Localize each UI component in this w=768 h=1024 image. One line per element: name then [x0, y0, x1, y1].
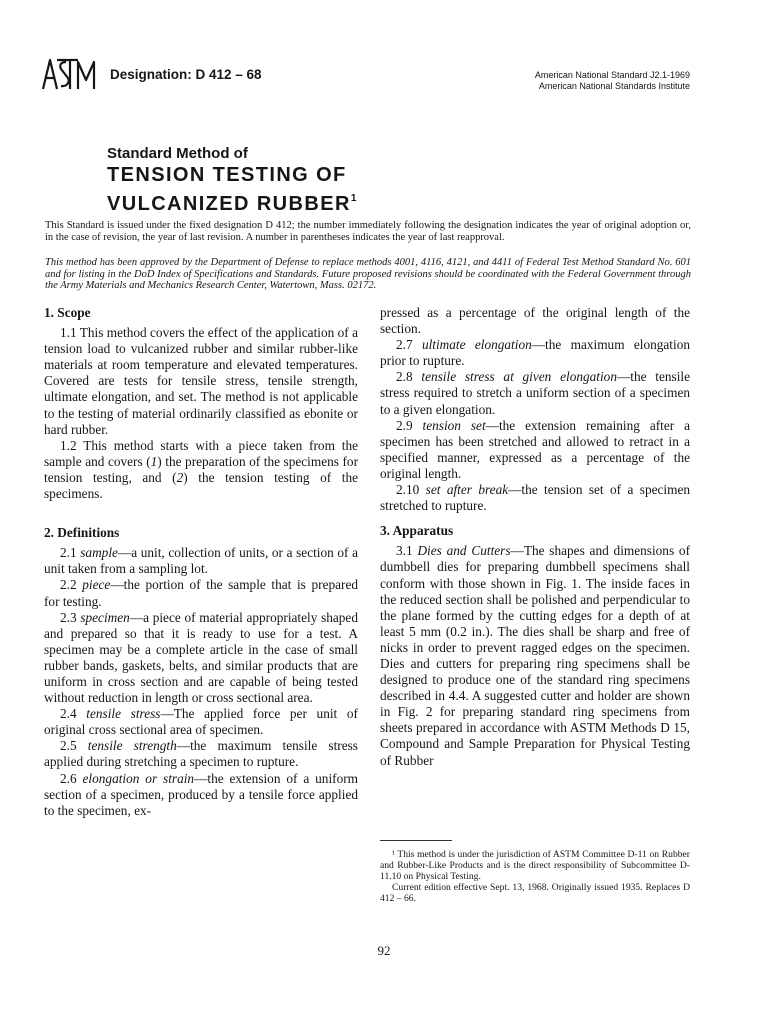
ansi-standard-line-2: American National Standards Institute	[538, 81, 690, 91]
title-line-2: VULCANIZED RUBBER$^1$	[107, 193, 357, 215]
apparatus-3-1: 3.1 Dies and Cutters—The shapes and dimensions of dumbbell dies for preparing dumbbell specimens shall conform with those shown in Fig. 1. The inside faces in the reduced section shall be polished and perpendicular to the plane formed by the cutting edges for a depth of at least 5 mm (0.2 in.). The dies shall be sharp and free of nicks in order to prevent ragged edges on the specimen. Dies and cutters for preparing ring specimens shall be designed to produce one of the standard ring specimens described in 4.4. A suggested cutter and holder are shown in Fig. 2 for preparing standard ring specimens from sheets prepared in accordance with ASTM Methods D 15, Compound and Sample Preparation for Physical Testing of Rubber	[380, 543, 691, 768]
footnote-1: ¹ This method is under the jurisdiction of ASTM Committee D-11 on Rubber and Rubber-Like Products and is the direct responsibility of Subcommittee D-11.10 on Physical Testing.	[380, 849, 690, 882]
document-title	[107, 163, 356, 216]
section-heading-scope: 1. Scope	[44, 305, 91, 320]
definition-2-9: 2.9 tension set—the extension remaining after a specimen has been stretched and allowed to retract in a specified manner, expressed as a percentage of the original length.	[380, 417, 690, 481]
definition-2-6: 2.6 elongation or strain—the extension of a uniform section of a specimen, produced by a tensile force applied to the specimen, ex-	[44, 770, 358, 818]
paragraph-1-2: 1.2 This method starts with a piece taken from the sample and covers (1) the preparation of the specimens for tension testing, and (2) the tension testing of the specimens.	[44, 437, 359, 502]
right-column	[380, 305, 690, 769]
title-footnote-mark: 1	[350, 193, 357, 204]
section-heading-apparatus: 3. Apparatus	[380, 523, 454, 539]
definition-2-10: 2.10 set after break—the tension set of a specimen stretched to rupture.	[380, 482, 690, 514]
paragraph-1-1: 1.1 This method covers the effect of the application of a tension load to vulcanized rubber and similar rubber-like materials at room temperature and elevated temperatures. Covered are tests for tensile stress, tensile strength, ultimate elongation, and set. The method is not applicable to the testing of material ordinarily classified as ebonite or hard rubber.	[44, 325, 358, 437]
section-heading-definitions: 2. Definitions	[44, 525, 120, 541]
definition-2-2: 2.2 piece—the portion of the sample that is prepared for testing.	[44, 577, 358, 609]
standard-method-label: Standard Method of	[107, 145, 248, 162]
definition-2-1: 2.1 sample—a unit, collection of units, or a section of a unit taken from a sampling lot.	[44, 545, 359, 577]
page-number: 92	[377, 943, 391, 958]
footnote-rule	[380, 840, 452, 841]
definition-2-7: 2.7 ultimate elongation—the maximum elongation prior to rupture.	[380, 337, 690, 369]
definition-2-3: 2.3 specimen—a piece of material appropriately shaped and prepared so that it is ready to use for a test. A specimen may be a complete article in the case of small rubber bands, gaskets, belts, and similar products that are uniform in cross section and are capable of being tested without reduction in length or cross sectional area.	[44, 609, 358, 706]
left-column	[44, 305, 358, 819]
footnote-edition: Current edition effective Sept. 13, 1968. Originally issued 1935. Replaces D 412 – 66.	[380, 882, 690, 904]
title-line-1: TENSION TESTING OF	[107, 164, 347, 186]
astm-logo	[40, 56, 96, 92]
definition-2-4: 2.4 tensile stress—The applied force per unit of original cross sectional area of specimen.	[44, 706, 358, 738]
footnote	[380, 849, 690, 904]
definition-2-6-continued: pressed as a percentage of the original length of the section.	[380, 305, 690, 337]
ansi-standard-line-1: American National Standard J2.1-1969	[534, 70, 690, 80]
dod-approval-note: This method has been approved by the Department of Defense to replace methods 4001, 4116, 4121, and 4411 of Federal Test Method Standard No. 601 and for listing in the DoD Index of Specifications and Standards. Future proposed revisions should be coordinated with the Federal Government through the Army Materials and Mechanics Research Center, Watertown, Mass. 02172.	[45, 257, 691, 291]
designation: Designation: D 412 – 68	[110, 67, 262, 82]
issued-note: This Standard is issued under the fixed designation D 412; the number immediately following the designation indicates the year of original adoption or, in the case of revision, the year of last revision. A number in parentheses indicates the year of last reapproval.	[45, 220, 691, 243]
definition-2-8: 2.8 tensile stress at given elongation—the tensile stress required to stretch a uniform section of a specimen to a given elongation.	[380, 369, 690, 417]
ansi-standard-label	[535, 70, 690, 92]
definition-2-5: 2.5 tensile strength—the maximum tensile stress applied during stretching a specimen to rupture.	[44, 738, 358, 770]
